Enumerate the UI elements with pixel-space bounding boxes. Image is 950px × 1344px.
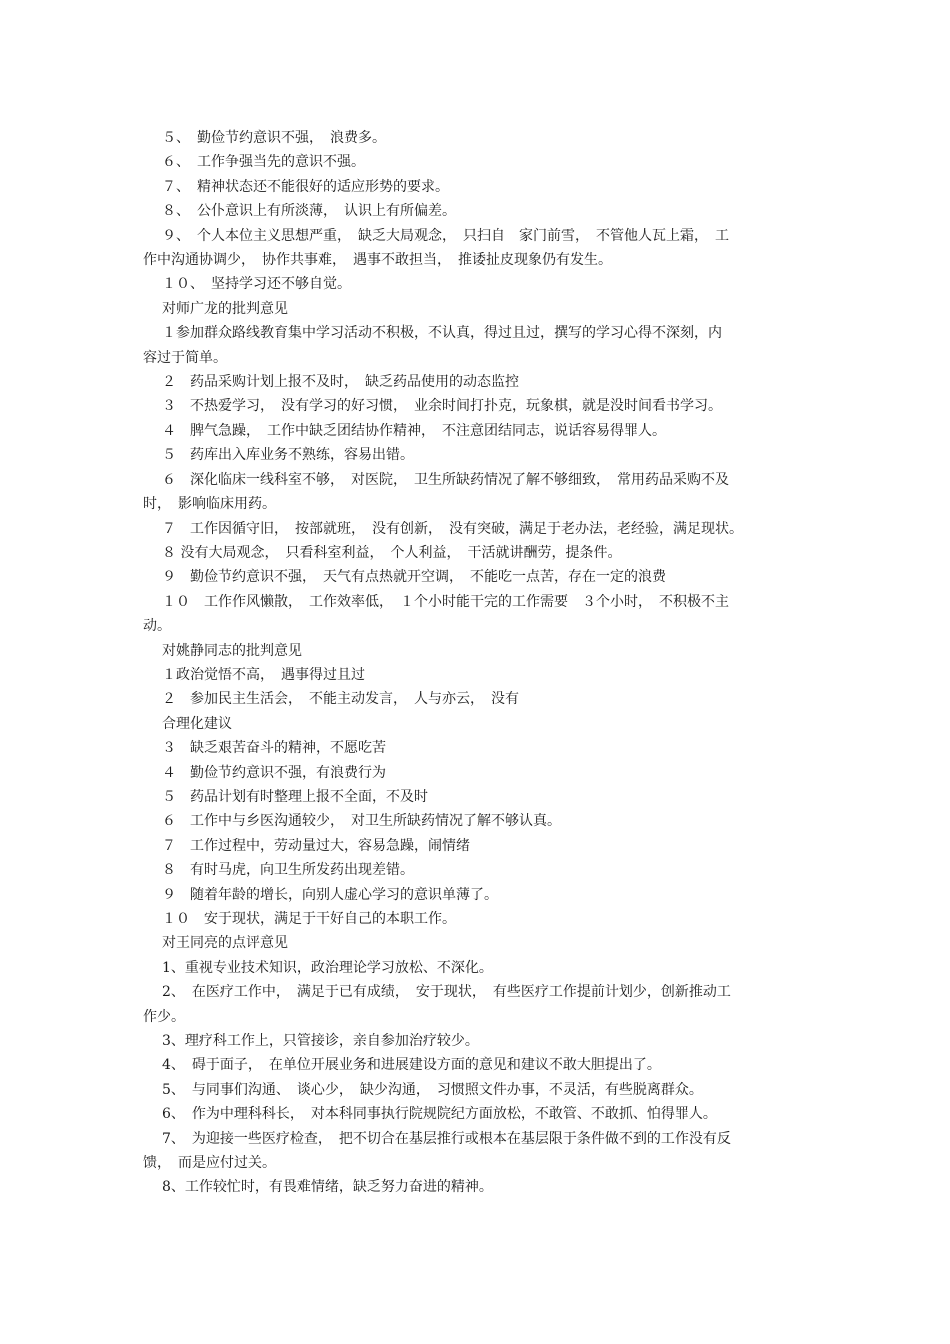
text-line: 8、工作较忙时，有畏难情绪，缺乏努力奋进的精神。 [162,1179,493,1196]
section-heading: 对师广龙的批判意见 [162,300,288,317]
text-line: 7、 为迎接一些医疗检查， 把不切合在基层推行或根本在基层限于条件做不到的工作没有反 [162,1130,731,1147]
text-line: ５ 药库出入库业务不熟练，容易出错。 [162,447,414,464]
text-line: 作中沟通协调少， 协作共事难， 遇事不敢担当， 推诿扯皮现象仍有发生。 [143,252,612,269]
text-line: ５、 勤俭节约意识不强， 浪费多。 [162,130,386,146]
text-line: ６、 工作争强当先的意识不强。 [162,154,365,171]
text-line: 作少。 [143,1008,185,1025]
text-line: ７ 工作因循守旧， 按部就班， 没有创新， 没有突破，满足于老办法，老经验，满足现状。 [162,520,743,537]
text-line: 馈， 而是应付过关。 [143,1155,276,1172]
text-line: １０ 安于现状，满足于干好自己的本职工作。 [162,911,456,927]
text-line: 合理化建议 [162,715,232,732]
text-line: ９ 勤俭节约意识不强， 天气有点热就开空调， 不能吃一点苦，存在一定的浪费 [162,569,666,586]
text-line: 2、 在医疗工作中， 满足于已有成绩， 安于现状， 有些医疗工作提前计划少，创新推动工 [162,984,731,1001]
document-body [143,126,823,1200]
text-line: 4、 碍于面子， 在单位开展业务和进展建设方面的意见和建议不敢大胆提出了。 [162,1057,661,1074]
text-line: ３ 缺乏艰苦奋斗的精神，不愿吃苦 [162,740,386,757]
section-heading: 对王同亮的点评意见 [162,935,288,952]
text-line: 动。 [143,618,171,635]
text-line: 5、 与同事们沟通、 谈心少， 缺少沟通， 习惯照文件办事，不灵活，有些脱离群众。 [162,1081,703,1098]
text-line: ２ 参加民主生活会， 不能主动发言， 人与亦云， 没有 [162,691,519,708]
text-line: 1、重视专业技术知识，政治理论学习放松、不深化。 [162,959,493,976]
text-line: 6、 作为中理科科长， 对本科同事执行院规院纪方面放松，不敢管、不敢抓、怕得罪人。 [162,1106,717,1123]
text-line: ２ 药品采购计划上报不及时， 缺乏药品使用的动态监控 [162,374,519,391]
text-line: １０ 工作作风懒散， 工作效率低， １个小时能干完的工作需要 ３个小时， 不积极不主 [162,593,729,610]
text-line: 3、理疗科工作上，只管接诊，亲自参加治疗较少。 [162,1033,479,1050]
text-line: ８ 没有大局观念， 只看科室利益， 个人利益， 干活就讲酬劳，提条件。 [162,544,622,561]
text-line: ７ 工作过程中，劳动量过大，容易急躁，闹情绪 [162,837,470,854]
text-line: ７、 精神状态还不能很好的适应形势的要求。 [162,178,449,195]
text-line: ５ 药品计划有时整理上报不全面，不及时 [162,788,428,805]
text-line: 时， 影响临床用药。 [143,496,276,513]
text-line: ４ 脾气急躁， 工作中缺乏团结协作精神， 不注意团结同志，说话容易得罪人。 [162,422,666,439]
text-line: ４ 勤俭节约意识不强，有浪费行为 [162,764,386,781]
text-line: １参加群众路线教育集中学习活动不积极，不认真，得过且过，撰写的学习心得不深刻，内 [162,325,722,342]
text-line: ８ 有时马虎，向卫生所发药出现差错。 [162,862,414,879]
text-line: 容过于简单。 [143,349,227,366]
text-line: １０、 坚持学习还不够自觉。 [162,276,351,293]
text-line: ９、 个人本位主义思想严重， 缺乏大局观念， 只扫自 家门前雪， 不管他人瓦上霜， 工 [162,227,729,244]
text-line: ９ 随着年龄的增长，向别人虚心学习的意识单薄了。 [162,886,498,903]
text-line: １政治觉悟不高， 遇事得过且过 [162,666,365,683]
text-line: ６ 深化临床一线科室不够， 对医院， 卫生所缺药情况了解不够细致， 常用药品采购不及 [162,471,729,488]
text-line: ３ 不热爱学习， 没有学习的好习惯， 业余时间打扑克，玩象棋，就是没时间看书学习。 [162,398,722,415]
section-heading: 对姚静同志的批判意见 [162,642,302,659]
text-line: ６ 工作中与乡医沟通较少， 对卫生所缺药情况了解不够认真。 [162,813,561,830]
text-line: ８、 公仆意识上有所淡薄， 认识上有所偏差。 [162,203,456,220]
